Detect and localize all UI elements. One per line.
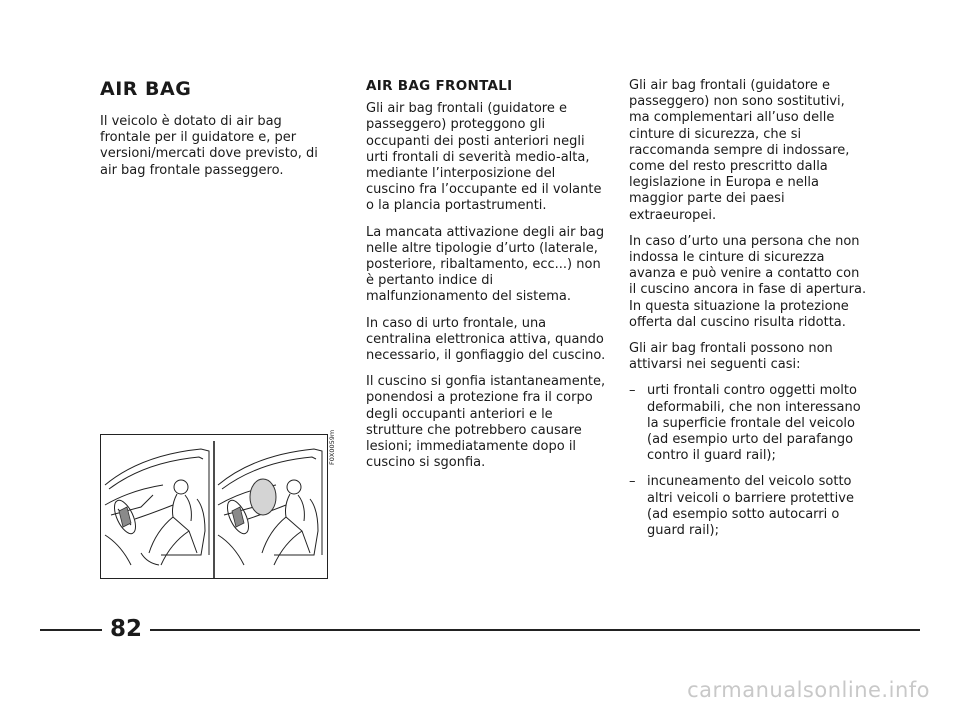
paragraph: In caso d’urto una persona che non indossa le cinture di sicurezza avanza e può venire a contatto con il cuscino ancora in fase di apertura. In questa situazione la protezione offerta dal cuscino risulta ridotta. <box>629 233 867 330</box>
section-subtitle: AIR BAG FRONTALI <box>366 78 513 94</box>
paragraph: Il cuscino si gonfia istantaneamente, ponendosi a protezione fra il corpo degli occupanti anteriori e le strutture che potrebbero causare lesioni; immediatamente dopo il cuscino si sgonfia. <box>366 374 606 471</box>
list-item: – urti frontali contro oggetti molto deformabili, che non interessano la superficie frontale del veicolo (ad esempio urto del parafango contro il guard rail); <box>629 383 869 464</box>
paragraph: In caso di urto frontale, una centralina elettronica attiva, quando necessario, il gonfiaggio del cuscino. <box>366 315 606 364</box>
column-left <box>100 78 332 189</box>
page-number: 82 <box>109 616 142 642</box>
paragraph: Gli air bag frontali (guidatore e passeggero) non sono sostitutivi, ma complementari all’uso delle cinture di sicurezza, che si raccomanda sempre di indossare, come del resto prescritto dalla legislazione in Europa e nella maggior parte dei paesi extraeuropei. <box>629 78 850 223</box>
paragraph: Gli air bag frontali (guidatore e passeggero) proteggono gli occupanti dei posti anteriori negli urti frontali di severità medio-alta, mediante l’interposizione del cuscino fra l’occupante ed il volante o la plancia portastrumenti. <box>366 101 602 214</box>
intro-paragraph: Il veicolo è dotato di air bag frontale per il guidatore e, per versioni/mercati dove previsto, di air bag frontale passeggero. <box>100 114 318 178</box>
airbag-illustration-drawing <box>101 435 327 578</box>
exception-list <box>629 383 869 539</box>
watermark: carmanualsonline.info <box>687 678 930 702</box>
list-item: – incuneamento del veicolo sotto altri veicoli o barriere protettive (ad esempio sotto autocarri o guard rail); <box>629 474 869 539</box>
airbag-illustration <box>100 434 328 579</box>
paragraph: Gli air bag frontali possono non attivarsi nei seguenti casi: <box>629 341 833 373</box>
column-right <box>629 78 869 549</box>
figure-code: F0X0059m <box>328 430 336 466</box>
footer-rule-right <box>150 629 920 631</box>
column-middle <box>366 78 606 481</box>
footer-rule-left <box>40 629 102 631</box>
paragraph: La mancata attivazione degli air bag nelle altre tipologie d’urto (laterale, posteriore, ribaltamento, ecc...) non è pertanto indice di malfunzionamento del sistema. <box>366 224 605 305</box>
section-title: AIR BAG <box>100 78 192 100</box>
